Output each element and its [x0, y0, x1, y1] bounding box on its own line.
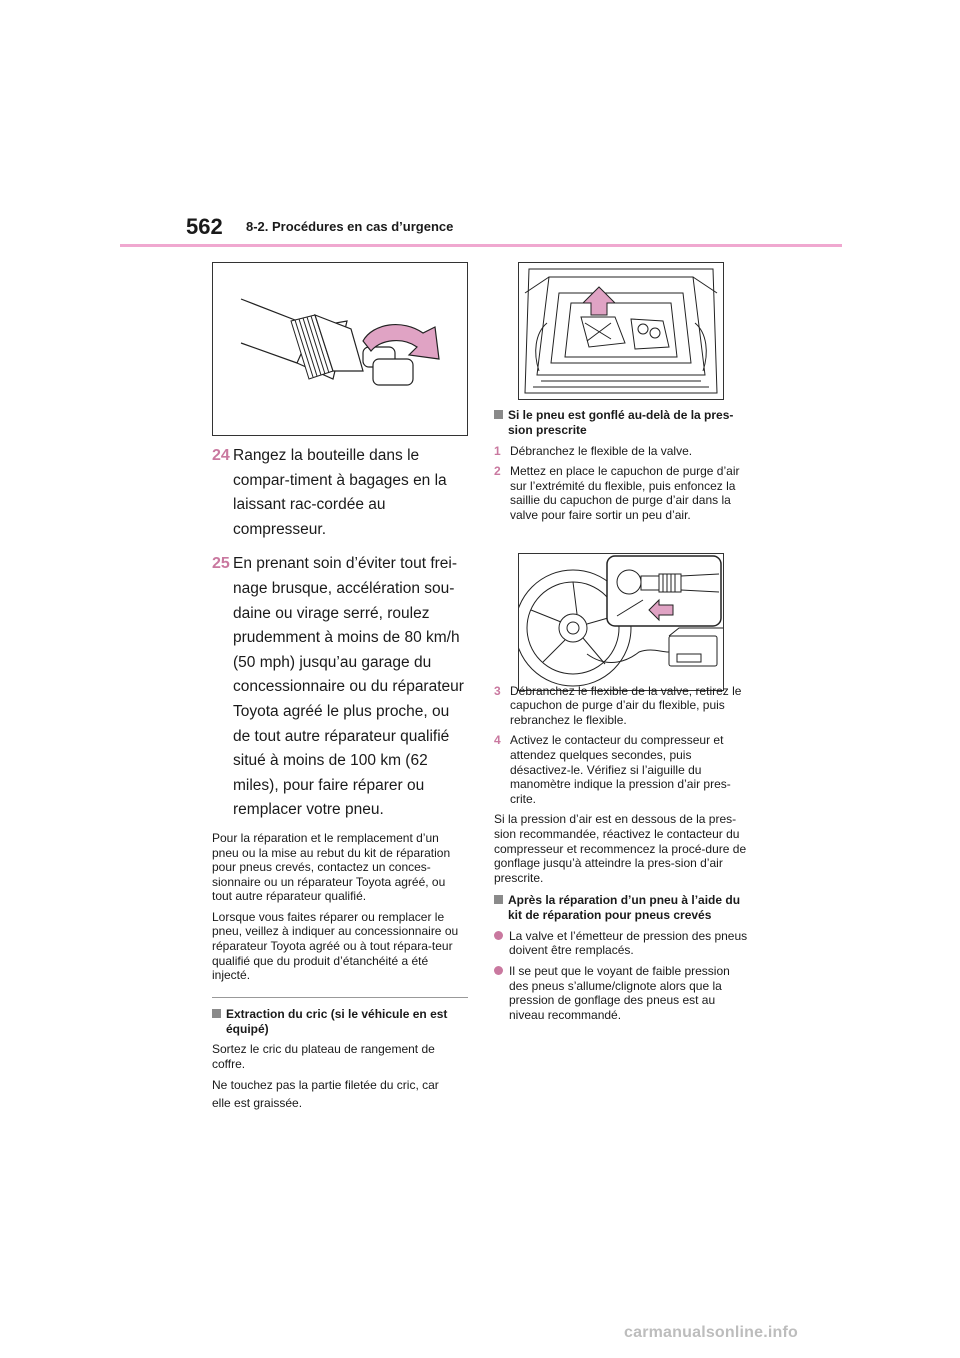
- page-number: 562: [186, 214, 223, 239]
- step-text: Rangez la bouteille dans le compar-timent à bagages en la laissant rac-cordée au compresseur.: [233, 447, 447, 538]
- thread-warning-line1: Ne touchez pas la partie filetée du cric, car: [212, 1077, 439, 1092]
- step-text: En prenant soin d’éviter tout frei-nage brusque, accélération sou-daine ou virage serré, roulez prudemment à moins de 80 km/h (50 mph) jusqu’au garage du concessionnaire ou du réparateur Toyota agréé le plus proche, ou de tout autre réparateur qualifié situé à moins de 100 km (62 miles), pour faire réparer ou remplacer votre pneu.: [233, 555, 464, 819]
- step-4: [494, 733, 750, 806]
- thread-warning-line2: elle est graissée.: [212, 1096, 303, 1111]
- circle-bullet-icon: [494, 931, 503, 940]
- section-divider: [212, 997, 468, 998]
- left-column: [212, 444, 468, 1117]
- overinflated-heading: [494, 408, 750, 438]
- step-number: 2: [494, 464, 501, 479]
- step-number: 24: [212, 447, 230, 464]
- heading-text: Après la réparation d’un pneu à l’aide du kit de réparation pour pneus crevés: [508, 893, 741, 923]
- bullet-text: La valve et l’émetteur de pression des pneus doivent être remplacés.: [509, 928, 748, 958]
- step-number: 25: [212, 555, 230, 573]
- figure-spacer: [494, 529, 750, 684]
- step-text: Mettez en place le capuchon de purge d’air sur l’extrémité du flexible, puis enfoncez la saillie du capuchon de purge d’air dans la valve pour faire sortir un peu d’air.: [510, 464, 740, 522]
- bullet-text: Il se peut que le voyant de faible pression des pneus s’allume/clignote alors que la pression de gonflage des pneus est au niveau recommandé.: [509, 964, 730, 1022]
- after-repair-heading: [494, 893, 750, 923]
- step-3: [494, 684, 750, 728]
- step-number: 3: [494, 683, 501, 698]
- step-number: 1: [494, 443, 501, 458]
- step-25: [212, 552, 468, 823]
- circle-bullet-icon: [494, 966, 503, 975]
- bullet-warning-light: [494, 964, 750, 1022]
- header-rule: [120, 244, 842, 247]
- jack-paragraph: Sortez le cric du plateau de rangement de coffre.: [212, 1042, 435, 1072]
- section-title: 8-2. Procédures en cas d’urgence: [246, 219, 454, 234]
- step-text: Activez le contacteur du compresseur et attendez quelques secondes, puis désactivez-le. Vérifiez si l’aiguille du manomètre indique la pression d’air pres-crite.: [510, 733, 731, 806]
- watermark: carmanualsonline.info: [624, 1324, 799, 1341]
- repair-paragraph: Pour la réparation et le remplacement d’un pneu ou la mise au rebut du kit de réparation pour pneus crevés, contactez un conces-sionnaire ou un réparateur Toyota agréé, ou tout autre réparateur qualifié.: [212, 830, 451, 904]
- step-number: 4: [494, 733, 501, 748]
- square-bullet-icon: [212, 1009, 221, 1018]
- trunk-jack-illustration: [518, 262, 724, 400]
- step-24: [212, 444, 468, 542]
- low-pressure-paragraph: Si la pression d’air est en dessous de la pres-sion recommandée, réactivez le contacteur du compresseur et recommencez la procé-dure de gonflage jusqu’à atteindre la pres-sion d’air prescrite.: [494, 812, 747, 885]
- square-bullet-icon: [494, 410, 503, 419]
- step-1: [494, 444, 750, 459]
- step-text: Débranchez le flexible de la valve.: [510, 443, 693, 458]
- step-2: [494, 464, 750, 522]
- step-text: Débranchez le flexible de la valve, retirez le capuchon de purge d’air du flexible, puis rebranchez le flexible.: [510, 683, 742, 727]
- hose-cap-illustration: [212, 262, 468, 436]
- sealant-paragraph: Lorsque vous faites réparer ou remplacer le pneu, veillez à indiquer au concessionnaire ou réparateur Toyota agréé ou à tout répara-teur qualifié que du produit d’étanchéité a été injecté.: [212, 909, 459, 983]
- square-bullet-icon: [494, 895, 503, 904]
- right-column: [494, 408, 750, 1028]
- heading-text: Extraction du cric (si le véhicule en est équipé): [226, 1006, 448, 1036]
- jack-extraction-heading: [212, 1007, 468, 1037]
- heading-text: Si le pneu est gonflé au-delà de la pres-sion prescrite: [508, 408, 734, 437]
- bullet-valve: [494, 929, 750, 958]
